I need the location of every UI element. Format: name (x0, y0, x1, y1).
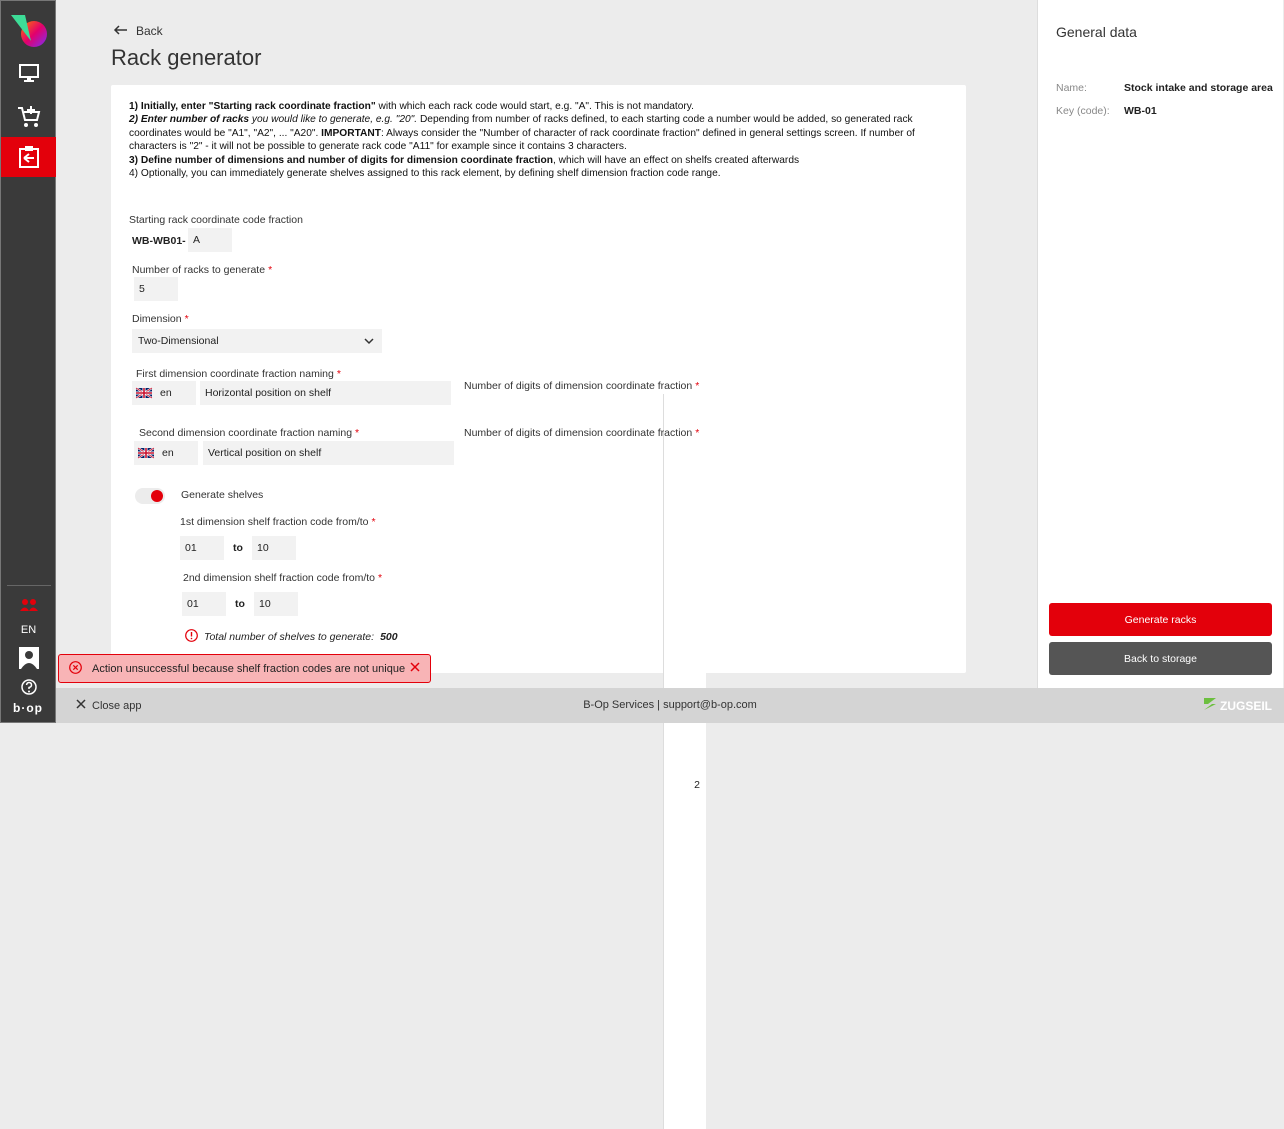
dimension-label: Dimension * (132, 313, 189, 325)
starting-code-label: Starting rack coordinate code fraction (129, 214, 303, 226)
back-link[interactable] (114, 24, 163, 38)
brand-logo: b·op (13, 701, 43, 715)
first-dimension-lang-code: en (160, 387, 172, 399)
second-dimension-language[interactable] (134, 441, 198, 465)
first-dimension-name-input[interactable]: Horizontal position on shelf (200, 381, 451, 405)
footer (56, 688, 1284, 723)
uk-flag-icon (138, 448, 154, 458)
error-message: Action unsuccessful because shelf fraction codes are not unique (92, 662, 406, 675)
key-label: Key (code): (1056, 105, 1110, 117)
back-label: Back (136, 24, 163, 38)
instruction-4: 4) Optionally, you can immediately generate shelves assigned to this rack element, by defining shelf dimension fraction code range. (129, 168, 721, 180)
shelf2-to-word: to (235, 598, 245, 610)
arrow-left-icon (114, 24, 128, 38)
dimension-value: Two-Dimensional (138, 335, 219, 347)
shelf2-to-input[interactable]: 10 (254, 592, 298, 616)
uk-flag-icon (136, 388, 152, 398)
generate-shelves-label: Generate shelves (181, 489, 264, 501)
shelf1-from-input[interactable]: 01 (180, 536, 224, 560)
key-value: WB-01 (1124, 105, 1157, 117)
instruction-3: 3) Define number of dimensions and number of digits for dimension coordinate fraction, which will have an effect on shelfs created afterwards (129, 154, 800, 166)
second-digits-label: Number of digits of dimension coordinate fraction * (464, 427, 700, 439)
close-app-label: Close app (92, 699, 142, 712)
close-toast-icon[interactable] (410, 662, 420, 675)
back-to-storage-button[interactable]: Back to storage (1049, 642, 1272, 675)
shelf1-to-input[interactable]: 10 (252, 536, 296, 560)
team-icon (20, 598, 38, 612)
cart-add-icon (17, 106, 41, 128)
second-dimension-label: Second dimension coordinate fraction naming * (139, 427, 360, 439)
shelf2-from-input[interactable]: 01 (182, 592, 226, 616)
instructions (129, 100, 939, 180)
sidebar-divider (7, 585, 51, 586)
name-value: Stock intake and storage area (1124, 82, 1273, 94)
sidebar-item-cart[interactable] (1, 97, 56, 137)
general-data-panel (1037, 0, 1283, 688)
zugseil-mark-icon (1203, 697, 1217, 714)
footer-contact: B-Op Services | support@b-op.com (583, 699, 757, 711)
generate-shelves-toggle[interactable] (135, 488, 165, 504)
generate-racks-button[interactable]: Generate racks (1049, 603, 1272, 636)
app-logo[interactable] (9, 11, 49, 51)
monitor-icon (19, 64, 39, 82)
error-icon (69, 661, 82, 677)
name-label: Name: (1056, 82, 1087, 94)
dimension-select[interactable] (132, 329, 382, 353)
total-shelves-value: 500 (380, 631, 398, 643)
language-switch[interactable]: EN (20, 624, 37, 636)
sidebar-item-team[interactable] (1, 593, 56, 617)
instruction-2: 2) Enter number of racks you would like to generate, e.g. "20". Depending from number of racks defined, to each starting code a number would be added, so generated rack coordinates would be "A1", "A2", ... "A20". IMPORTANT: Always consider the "Number of character of rack coordinate fraction" defined in general settings screen. If number of characters is "2" - it will not be possible to generate rack code "A11" for example since it contains 3 characters. (129, 114, 915, 153)
sidebar-item-storage[interactable] (1, 137, 56, 177)
chevron-down-icon (364, 335, 374, 347)
shelf2-range-label: 2nd dimension shelf fraction code from/to * (183, 572, 383, 584)
clipboard-arrow-icon (19, 146, 39, 168)
shelf1-to-word: to (233, 542, 243, 554)
second-dimension-lang-code: en (162, 447, 174, 459)
info-icon (185, 629, 198, 645)
first-dimension-label: First dimension coordinate fraction naming * (136, 368, 341, 380)
starting-code-input[interactable]: A (188, 228, 232, 252)
sidebar-item-help[interactable] (1, 677, 56, 697)
starting-code-prefix: WB-WB01- (132, 235, 186, 247)
user-avatar-icon (19, 647, 39, 669)
racks-count-input[interactable]: 5 (134, 277, 178, 301)
total-shelves-label: Total number of shelves to generate: (204, 631, 375, 643)
help-icon (21, 679, 37, 695)
second-dimension-name-input[interactable]: Vertical position on shelf (203, 441, 454, 465)
sidebar (0, 0, 56, 723)
instruction-1: 1) Initially, enter "Starting rack coordinate fraction" with which each rack code would start, e.g. "A". This is not mandatory. (129, 101, 694, 112)
sidebar-item-profile[interactable] (1, 645, 56, 671)
page-title: Rack generator (111, 45, 262, 70)
zugseil-logo: ZUGSEIL (1203, 697, 1272, 714)
first-dimension-language[interactable] (132, 381, 196, 405)
panel-title: General data (1056, 24, 1137, 40)
shelf1-range-label: 1st dimension shelf fraction code from/to * (180, 516, 376, 528)
sidebar-item-monitor[interactable] (1, 53, 56, 93)
racks-count-label: Number of racks to generate * (132, 264, 273, 276)
total-shelves-info (185, 629, 398, 645)
first-digits-label: Number of digits of dimension coordinate fraction * (464, 380, 700, 392)
toggle-knob (151, 490, 163, 502)
error-toast (58, 654, 431, 683)
second-digits-input[interactable]: 2 (663, 441, 706, 1129)
